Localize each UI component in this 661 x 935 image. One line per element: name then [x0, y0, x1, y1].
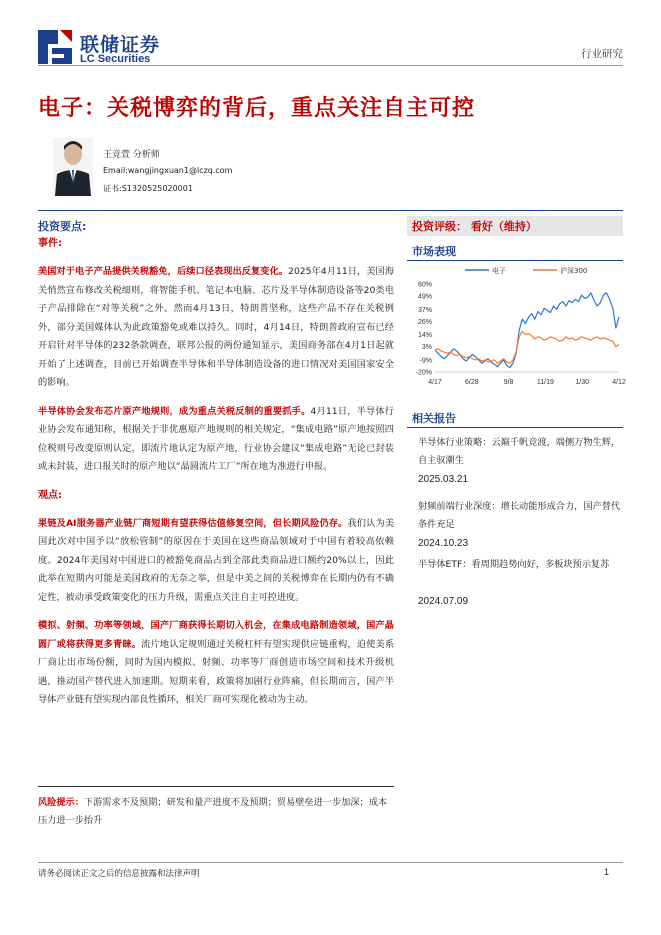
assoc-highlight: 半导体协会发布芯片原产地规则，成为重点关税反制的重要抓手。	[38, 405, 311, 417]
x-tick-label: 4/17	[428, 379, 442, 386]
event-paragraph	[38, 263, 394, 393]
report-date-2: 2024.10.23	[418, 538, 469, 549]
page-title: 电子：关税博弈的背后，重点关注自主可控	[38, 96, 476, 121]
x-tick-label: 11/19	[536, 379, 554, 386]
page-number: 1	[603, 867, 609, 877]
assoc-paragraph	[38, 403, 394, 477]
logo-en-text: LC Securities	[80, 53, 151, 65]
legend-label-0: 电子	[492, 267, 506, 275]
related-heading-rule	[407, 427, 623, 428]
view2-paragraph	[38, 617, 394, 710]
analyst-cert: 证书:S1320525020001	[103, 184, 193, 193]
header-divider	[38, 65, 623, 66]
view1-highlight: 果链及AI服务器产业链厂商短期有望获得估值修复空间，但长期风险仍存。	[38, 517, 348, 529]
y-tick-label: 3%	[421, 344, 432, 352]
event-highlight: 美国对于电子产品提供关税豁免，后续口径表现出反复变化。	[38, 266, 289, 277]
logo-cn-text: 联储证券	[80, 34, 161, 56]
footer-disclaimer[interactable]: 请务必阅读正文之后的信息披露和法律声明	[38, 869, 200, 879]
view1-paragraph	[38, 515, 394, 608]
risk-section	[38, 794, 394, 830]
y-tick-label: 37%	[417, 306, 432, 314]
risk-divider	[38, 786, 394, 787]
report-title-3[interactable]: 半导体ETF：看周期趋势向好，多板块预示复苏	[418, 559, 610, 570]
x-tick-label: 6/28	[464, 379, 479, 386]
report-title-2[interactable]: 射频前端行业深度：增长动能形成合力，国产替代条件充足	[418, 501, 621, 530]
y-tick-label: 60%	[417, 281, 432, 289]
market-heading-rule	[407, 260, 623, 261]
summary-heading: 投资要点:	[38, 220, 87, 233]
x-tick-label: 1/30	[575, 379, 590, 386]
event-body: 2025年4月11日，美国海关悄然宣布修改关税细则，将智能手机、笔记本电脑、芯片及半导体制造设备等20类电子产品排除在“对等关税”之外。然而4月13日，特朗普坚称，这些产品不存在关税例外，部分美国媒体认为此政策豁免或难以持久。同时，4月14日，特朗普政府宣布已经开启针对半导体的232条款调查，联邦公报的两份通知显示，美国商务部在4月1日起就开始了上述调查，目前已开始调查半导体和半导体制造设备的进口情况对美国国家安全的影响。	[38, 266, 394, 388]
view2-highlight: 模拟、射频、功率等领域，国产厂商获得长期切入机会，在集成电路制造领域，国产晶圆厂或将获得更多青睐。	[38, 620, 394, 650]
risk-label: 风险提示：	[38, 797, 84, 808]
left-column	[38, 216, 394, 710]
analyst-photo	[53, 138, 93, 196]
y-tick-label: -9%	[419, 357, 432, 365]
y-tick-label: -20%	[415, 369, 432, 377]
section-divider	[38, 210, 623, 211]
view-label: 观点:	[38, 489, 62, 501]
y-tick-label: 26%	[417, 318, 432, 326]
analyst-email[interactable]: Email:wangjingxuan1@lczq.com	[103, 166, 233, 175]
market-heading: 市场表现	[412, 245, 456, 258]
footer-divider	[38, 862, 623, 863]
legend-label-1: 沪深300	[560, 267, 588, 275]
assoc-body: 4月11日，半导体行业协会发布通知称，根据关于非优惠原产地规则的相关规定，“集成电路”原产地按照四位税则号改变原则认定，即流片地认定为原产地，行业协会建议“集成电路”无论已封装或未封装，进口报关时的原产地以“晶圆流片工厂”所在地为准进行申报。	[38, 405, 394, 472]
analyst-name: 王竞萱 分析师	[103, 150, 160, 160]
doc-type-label: 行业研究	[581, 48, 623, 60]
report-date-3: 2024.07.09	[418, 596, 469, 607]
report-title-1[interactable]: 半导体行业策略：云巅千帆竞渡，端侧万物生辉，自主驭潮生	[418, 437, 621, 466]
y-tick-label: 49%	[417, 293, 432, 301]
related-heading: 相关报告	[412, 412, 456, 425]
investment-rating: 投资评级： 看好（维持）	[412, 220, 537, 233]
report-date-1: 2025.03.21	[418, 474, 469, 485]
lc-logo-icon	[38, 30, 72, 64]
view1-body: 我们认为美国此次对中国予以“放松管制”的原因在于美国在这些商品领域对于中国有着较高依赖度。2024年美国对中国进口的被豁免商品占到全部此类商品进口额约20%以上，因此此举在短期内可能是美国政府的无奈之举，但是中美之间的关税博弈在长期内仍有不确定性，被动承受政策变化的压力升级，需重点关注自主可控进度。	[38, 517, 395, 603]
risk-body: 下游需求不及预期；研发和量产进度不及预期；贸易壁垒进一步加深；成本压力进一步抬升	[38, 797, 388, 826]
y-tick-label: 14%	[417, 332, 432, 340]
event-label: 事件:	[38, 238, 62, 249]
view2-body: 流片地认定规则通过关税杠杆有望实现供应链重构，迫使美系厂商让出市场份额，同时为国内模拟、射频、功率等厂商创造市场空间和技术升级机遇，推动国产替代进入加速期。短期来看，政策将加剧行业阵痛，但长期而言，国产半导体产业链有望实现内部良性循环，相关厂商可实现化被动为主动。	[38, 638, 395, 705]
x-tick-label: 4/12	[612, 379, 626, 386]
market-performance-chart	[407, 262, 626, 398]
x-tick-label: 9/8	[503, 379, 514, 386]
